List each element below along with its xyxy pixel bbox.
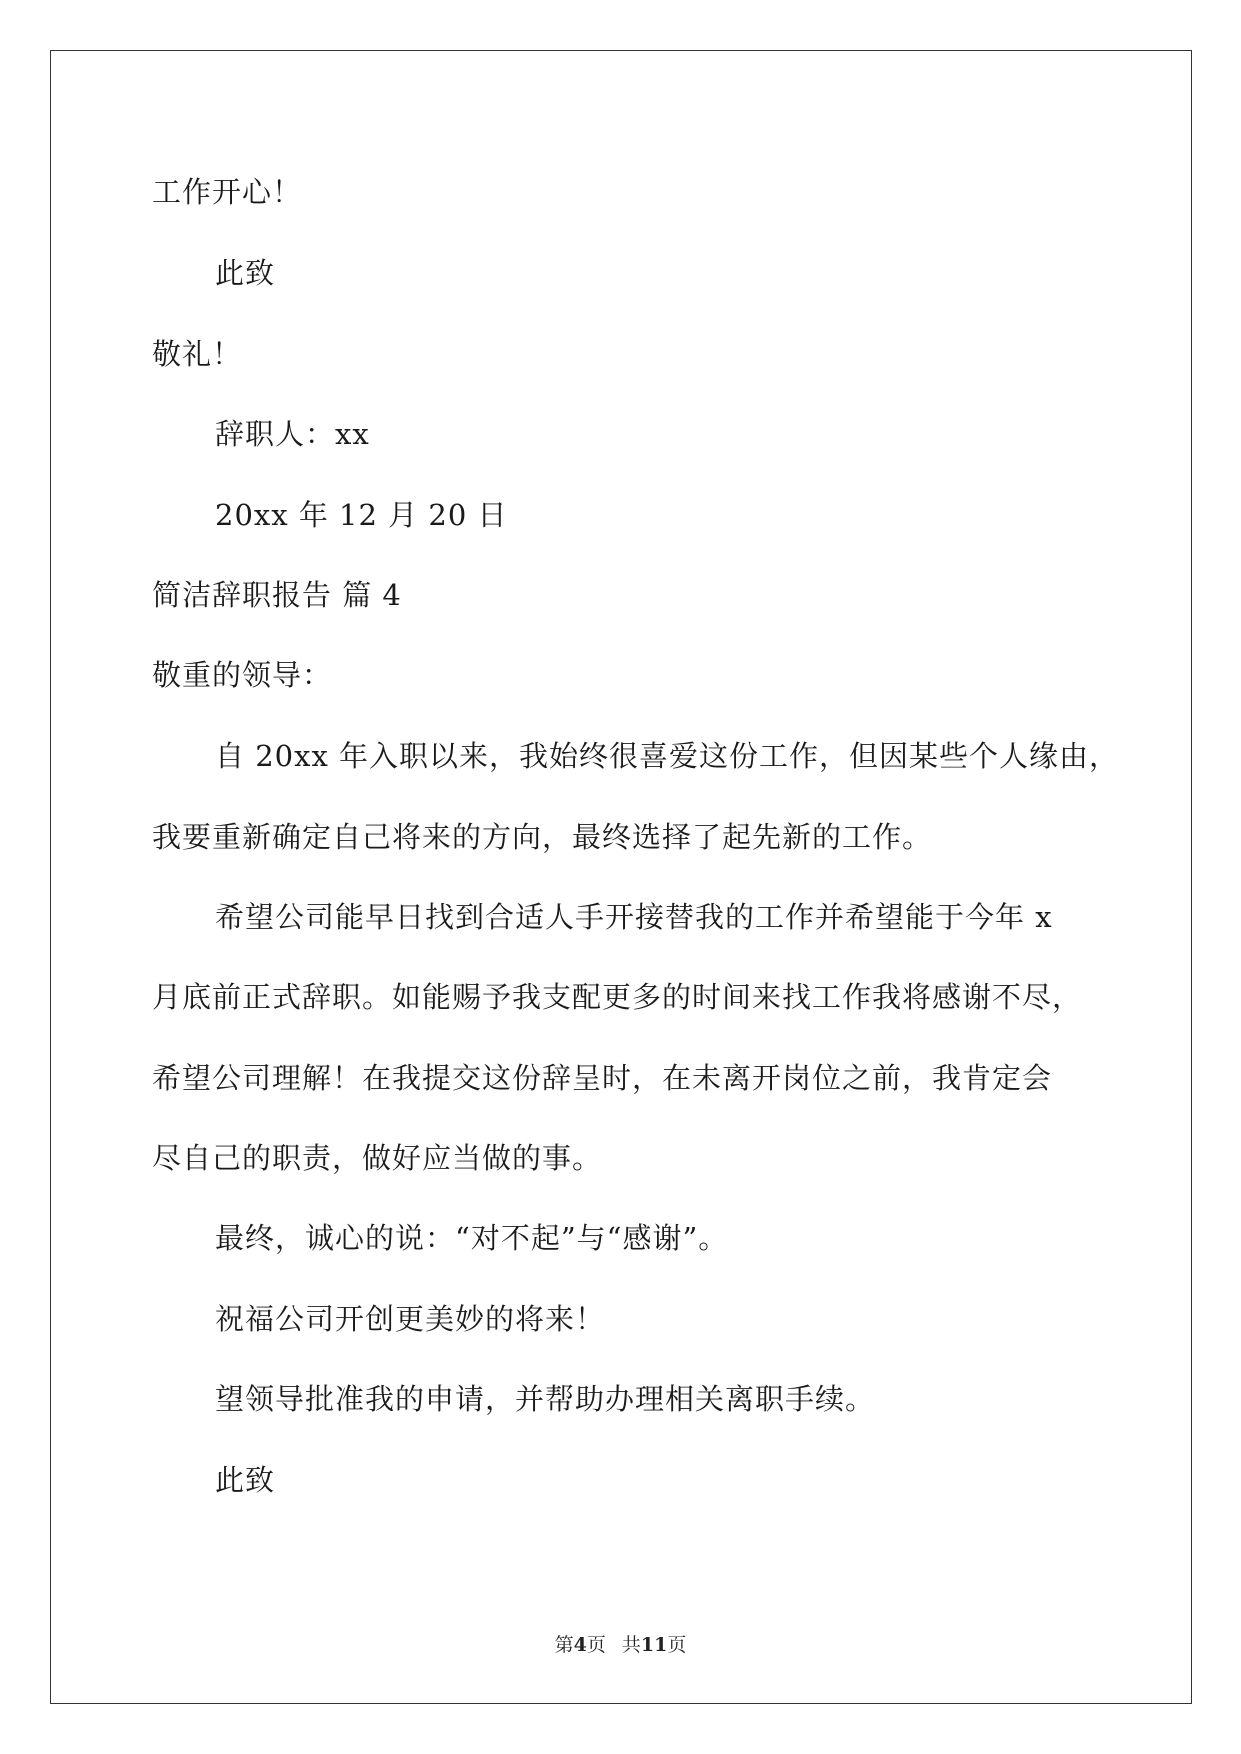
paragraph-line: 希望公司能早日找到合适人手开接替我的工作并希望能于今年 x (215, 900, 1053, 934)
text-line-signer: 辞职人：xx (215, 417, 370, 451)
footer-page-number: 4 (573, 1634, 587, 1656)
footer-page-unit: 页 (586, 1634, 606, 1656)
text-line-closing-wish: 工作开心！ (152, 175, 303, 209)
page-footer (0, 1632, 1241, 1658)
footer-page-prefix: 第 (554, 1634, 574, 1656)
paragraph-line: 祝福公司开创更美妙的将来！ (215, 1302, 606, 1336)
text-line-salutation: 此致 (215, 256, 276, 290)
paragraph-line: 希望公司理解！在我提交这份辞呈时，在未离开岗位之前，我肯定会 (152, 1061, 1053, 1095)
text-line-greeting: 敬重的领导： (152, 658, 333, 692)
text-line-date: 20xx 年 12 月 20 日 (215, 498, 508, 532)
text-line-salutation-end: 此致 (215, 1463, 276, 1497)
text-line-regards: 敬礼！ (152, 337, 243, 371)
paragraph-line: 月底前正式辞职。如能赐予我支配更多的时间来找工作我将感谢不尽， (152, 980, 1083, 1014)
section-heading: 简洁辞职报告 篇 4 (152, 578, 402, 612)
paragraph-line: 望领导批准我的申请，并帮助办理相关离职手续。 (215, 1382, 876, 1416)
page-frame (50, 50, 1192, 1704)
paragraph-line: 我要重新确定自己将来的方向，最终选择了起先新的工作。 (152, 820, 933, 854)
paragraph-line: 最终，诚心的说：“对不起”与“感谢”。 (215, 1221, 729, 1255)
footer-total-prefix: 共 (621, 1634, 641, 1656)
paragraph-line: 自 20xx 年入职以来，我始终很喜爱这份工作，但因某些个人缘由， (215, 739, 1120, 773)
footer-total-unit: 页 (667, 1634, 687, 1656)
paragraph-line: 尽自己的职责，做好应当做的事。 (152, 1141, 603, 1175)
footer-total-pages: 11 (640, 1634, 668, 1656)
